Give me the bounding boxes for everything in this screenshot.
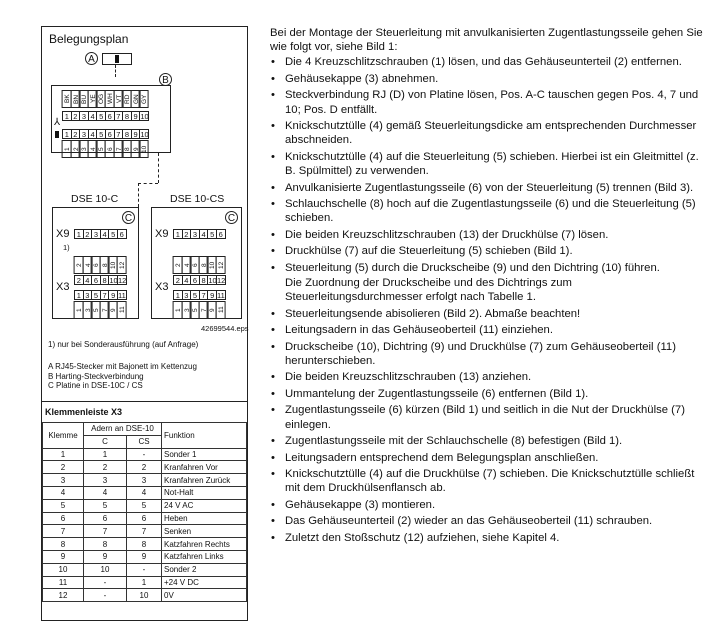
table-cell: 3 (43, 474, 84, 487)
pin: 11 (117, 301, 127, 319)
pin: 11 (117, 291, 126, 300)
table-cell: Sonder 2 (162, 563, 247, 576)
x9-pins (174, 229, 226, 239)
table-cell: - (127, 448, 162, 461)
table-cell: - (84, 576, 127, 589)
intro-text: Bei der Montage der Steuerleitung mit anvulkanisierten Zugentlastungsseile gehen Sie wie folgt vor, siehe Bild 1: (270, 27, 703, 54)
pin: 10 (140, 130, 149, 139)
pin: 6 (190, 275, 200, 285)
pin: 3 (79, 129, 89, 139)
connector-line (158, 153, 159, 183)
step-text: Die beiden Kreuzschlitzschrauben (13) anziehen. (285, 371, 532, 384)
step-text: Leitungsadern entsprechend dem Belegungsplan anschließen. (285, 451, 599, 464)
table-header: Klemme (43, 423, 84, 449)
table-cell: 10 (43, 563, 84, 576)
table-cell: 8 (43, 538, 84, 551)
pin: 1 (74, 290, 84, 300)
table-cell: 12 (43, 589, 84, 602)
x9-pins (75, 229, 127, 239)
pin: 3 (83, 301, 93, 319)
pin: 7 (114, 140, 124, 158)
step-extra-text: Die Zuordnung der Druckscheibe und des Dichtrings zum Steuerleitungsdurchmesser erfolgt nach Tabelle 1. (285, 276, 572, 304)
table-cell: 4 (43, 486, 84, 499)
pin: 3 (182, 290, 192, 300)
step-item (270, 403, 710, 431)
legend-item: B Harting-Steckverbindung (48, 371, 144, 381)
table-row (43, 486, 247, 499)
pin-row-top (63, 111, 149, 121)
table-cell: 8 (84, 538, 127, 551)
step-item (270, 514, 710, 528)
pin: 6 (105, 129, 115, 139)
table-row (43, 538, 247, 551)
pin: 3 (83, 290, 93, 300)
table-cell: Senken (162, 525, 247, 538)
pin: 8 (122, 140, 132, 158)
table-cell: 1 (127, 576, 162, 589)
pin: 2 (74, 275, 84, 285)
pin: 6 (190, 256, 200, 274)
legend (48, 362, 197, 391)
pin: 1 (173, 301, 183, 319)
pin: 5 (91, 290, 101, 300)
table-cell: Not-Halt (162, 486, 247, 499)
pin: 12 (117, 256, 127, 274)
ground-icon: ⅄ (54, 117, 61, 128)
table-header-row (43, 423, 247, 436)
table-row (43, 448, 247, 461)
table-cell: Sonder 1 (162, 448, 247, 461)
wire-color: OG (96, 90, 106, 108)
pin: 2 (71, 129, 81, 139)
pin: 1 (62, 140, 72, 158)
pin: 5 (91, 301, 101, 319)
table-subheader: C (84, 435, 127, 448)
table-cell: 9 (127, 550, 162, 563)
label-c-marker: C (225, 211, 238, 224)
table-header: Funktion (162, 423, 247, 449)
x3-top-vertical (75, 256, 127, 274)
pin: 9 (108, 301, 118, 319)
step-text: Gehäusekappe (3) montieren. (285, 498, 436, 511)
dse-cs-title: DSE 10-CS (170, 193, 225, 205)
wiring-plan-panel (41, 26, 248, 621)
pin: 4 (88, 111, 98, 121)
step-text: Schlauchschelle (8) hoch auf die Zugentlastungsseile (6) und die Steuerleitung (5) schieben. (285, 198, 696, 225)
pin: 8 (100, 275, 110, 285)
wire-color: RD (122, 90, 132, 108)
table-row (43, 499, 247, 512)
pin: 7 (199, 301, 209, 319)
pin: 6 (105, 140, 115, 158)
table-cell: 5 (43, 499, 84, 512)
step-item (270, 72, 710, 86)
table-cell: 6 (84, 512, 127, 525)
pin-row-bottom (63, 129, 149, 139)
pin: 12 (216, 276, 226, 285)
pin: 2 (74, 256, 84, 274)
legend-item: C Platine in DSE-10C / CS (48, 381, 143, 390)
step-text: Knickschutztülle (4) auf die Druckhülse (7) schieben. Die Knickschutztülle schließt mit dem Druckhülsenflansch ab. (285, 468, 695, 495)
table-cell: 2 (84, 461, 127, 474)
wire-color-row (63, 90, 149, 108)
x3-top-vertical (174, 256, 226, 274)
pin: 2 (71, 140, 81, 158)
pin: 12 (117, 276, 127, 285)
table-row (43, 563, 247, 576)
pin: 3 (91, 229, 101, 239)
step-item (270, 119, 710, 147)
pin: 9 (131, 111, 141, 121)
step-item (270, 244, 710, 258)
table-cell: 1 (43, 448, 84, 461)
pin: 2 (83, 229, 93, 239)
table-cell: 4 (127, 486, 162, 499)
divider (42, 401, 247, 402)
step-text: Gehäusekappe (3) abnehmen. (285, 72, 439, 85)
footnote: 1) nur bei Sonderausführung (auf Anfrage) (48, 340, 199, 349)
table-cell: 24 V AC (162, 499, 247, 512)
dse-c-title: DSE 10-C (71, 193, 119, 205)
step-item (270, 434, 710, 448)
pin: 5 (108, 229, 118, 239)
pin: 6 (216, 229, 226, 239)
table-cell: 10 (127, 589, 162, 602)
step-text: Steckverbindung RJ (D) von Platine lösen, Pos. A-C tauschen gegen Pos. 4, 7 und 10; Pos. D entfällt. (285, 89, 699, 116)
x9-footnote-ref: 1) (63, 243, 70, 252)
table-cell: 6 (127, 512, 162, 525)
label-a-marker: A (85, 52, 98, 65)
step-item (270, 498, 710, 512)
label-b-marker: B (159, 73, 172, 86)
table-row (43, 474, 247, 487)
step-text: Die beiden Kreuzschlitzschrauben (13) der Druckhülse (7) lösen. (285, 228, 609, 241)
pin: 9 (207, 301, 217, 319)
pin: 7 (199, 290, 209, 300)
pin-vertical-row (63, 140, 149, 158)
step-item (270, 323, 710, 337)
step-text: Die 4 Kreuzschlitzschrauben (1) lösen, und das Gehäuseunterteil (2) entfernen. (285, 56, 682, 69)
step-item (270, 340, 710, 368)
pin: 3 (79, 111, 89, 121)
table-cell: Kranfahren Vor (162, 461, 247, 474)
pin: 9 (131, 129, 141, 139)
table-subheader: CS (127, 435, 162, 448)
table-cell: - (127, 563, 162, 576)
pin: 7 (100, 290, 110, 300)
table-cell: 2 (43, 461, 84, 474)
step-item (270, 531, 710, 545)
pin: 3 (182, 301, 192, 319)
step-text: Anvulkanisierte Zugentlastungsseile (6) von der Steuerleitung (5) trennen (Bild 3). (285, 181, 694, 194)
step-item (270, 261, 710, 305)
connector-line (138, 183, 158, 184)
table-cell: 7 (43, 525, 84, 538)
key-marker (55, 131, 59, 138)
pin: 4 (83, 275, 93, 285)
table-cell: Katzfahren Rechts (162, 538, 247, 551)
step-text: Zugentlastungsseile (6) kürzen (Bild 1) und seitlich in die Nut der Druckhülse (7) einlegen. (285, 404, 685, 431)
step-text: Steuerleitungsende abisolieren (Bild 2). Abmaße beachten! (285, 307, 581, 320)
table-cell: 4 (84, 486, 127, 499)
table-title: Klemmenleiste X3 (45, 407, 123, 417)
dse-c-board (52, 207, 139, 319)
pin: 10 (109, 276, 118, 285)
table-cell: 3 (127, 474, 162, 487)
table-cell: 10 (84, 563, 127, 576)
connector-line (115, 65, 116, 77)
pin: 1 (74, 229, 84, 239)
eps-reference: 42699544.eps (201, 324, 249, 333)
wire-color: WH (105, 90, 115, 108)
table-cell: 2 (127, 461, 162, 474)
pin: 9 (131, 140, 141, 158)
pin: 2 (173, 256, 183, 274)
pin: 7 (114, 129, 124, 139)
step-item (270, 387, 710, 401)
table-cell: - (84, 589, 127, 602)
pin: 8 (122, 129, 132, 139)
pin: 1 (62, 111, 72, 121)
table-cell: Kranfahren Zurück (162, 474, 247, 487)
step-item (270, 467, 710, 495)
pin: 1 (62, 129, 72, 139)
pin: 6 (91, 256, 101, 274)
step-text: Das Gehäuseunterteil (2) wieder an das Gehäuseoberteil (11) schrauben. (285, 515, 653, 528)
step-text: Druckhülse (7) auf die Steuerleitung (5) schieben (Bild 1). (285, 245, 573, 258)
x3-bottom-pins (174, 290, 226, 300)
pin: 1 (173, 290, 183, 300)
step-item (270, 307, 710, 321)
step-text: Steuerleitung (5) durch die Druckscheibe (9) und den Dichtring (10) führen. (285, 261, 660, 274)
step-item (270, 181, 710, 195)
pin: 4 (88, 140, 98, 158)
table-cell: 5 (127, 499, 162, 512)
table-cell: 5 (84, 499, 127, 512)
pin: 4 (182, 256, 192, 274)
dse-cs-board (151, 207, 242, 319)
pin: 5 (190, 301, 200, 319)
step-text: Druckscheibe (10), Dichtring (9) und Druckhülse (7) zum Gehäuseoberteil (11) herunterschieben. (285, 340, 676, 367)
pin: 2 (71, 111, 81, 121)
table-row (43, 550, 247, 563)
pin: 9 (207, 290, 217, 300)
legend-item: A RJ45-Stecker mit Bajonett im Kettenzug (48, 362, 197, 371)
step-item (270, 88, 710, 116)
pin: 4 (199, 229, 209, 239)
step-text: Ummantelung der Zugentlastungsseile (6) entfernen (Bild 1). (285, 387, 589, 400)
step-item (270, 228, 710, 242)
pin: 10 (140, 112, 149, 121)
table-cell: 3 (84, 474, 127, 487)
table-cell: 0V (162, 589, 247, 602)
step-text: Zuletzt den Stoßschutz (12) aufziehen, siehe Kapitel 4. (285, 531, 560, 544)
pin: 8 (199, 275, 209, 285)
step-text: Knickschutztülle (4) gemäß Steuerleitungsdicke am entsprechenden Durchmesser abschneiden. (285, 120, 697, 147)
step-item (270, 55, 710, 69)
pin: 4 (182, 275, 192, 285)
step-item (270, 197, 710, 225)
table-row (43, 576, 247, 589)
table-cell: 11 (43, 576, 84, 589)
pin: 12 (216, 256, 226, 274)
step-text: Zugentlastungsseile mit der Schlauchschelle (8) befestigen (Bild 1). (285, 435, 623, 448)
pin: 11 (216, 301, 226, 319)
table-row (43, 461, 247, 474)
wire-color: VT (114, 90, 124, 108)
pin: 7 (114, 111, 124, 121)
table-cell: 9 (84, 550, 127, 563)
pin: 11 (216, 291, 225, 300)
x3-bottom-pins (75, 290, 127, 300)
terminal-table (42, 422, 247, 602)
pin: 10 (208, 276, 217, 285)
pin: 10 (108, 256, 118, 274)
connector-line (138, 183, 139, 207)
x9-label: X9 (155, 228, 169, 240)
pin: 2 (173, 275, 183, 285)
pin: 4 (100, 229, 110, 239)
wire-color: GN (131, 90, 141, 108)
table-cell: 7 (84, 525, 127, 538)
step-item (270, 150, 710, 178)
x3-bottom-vertical (174, 301, 226, 319)
step-item (270, 370, 710, 384)
table-cell: 9 (43, 550, 84, 563)
table-cell: Heben (162, 512, 247, 525)
pin: 1 (74, 301, 84, 319)
wire-color: BK (62, 90, 72, 108)
x3-label: X3 (155, 281, 169, 293)
pin: 1 (173, 229, 183, 239)
pin: 8 (199, 256, 209, 274)
pin: 8 (122, 111, 132, 121)
rj45-connector-icon (102, 53, 132, 65)
pin: 5 (96, 129, 106, 139)
pin: 7 (100, 301, 110, 319)
pin: 6 (117, 229, 127, 239)
pin: 5 (190, 290, 200, 300)
pin: 4 (88, 129, 98, 139)
step-text: Knickschutztülle (4) auf die Steuerleitung (5) schieben. Hierbei ist ein Gleitmittel (z. B. Spülmittel) zu verwenden. (285, 150, 699, 178)
table-header: Adern an DSE-10 (84, 423, 162, 436)
table-row (43, 525, 247, 538)
table-cell: 7 (127, 525, 162, 538)
pin: 2 (182, 229, 192, 239)
wire-color: BU (79, 90, 89, 108)
x3-top-pins (75, 275, 127, 285)
wire-color: BN (71, 90, 81, 108)
table-cell: 1 (84, 448, 127, 461)
table-cell: +24 V DC (162, 576, 247, 589)
pin: 5 (207, 229, 217, 239)
table-row (43, 512, 247, 525)
pin: 10 (139, 140, 149, 158)
pin: 5 (96, 111, 106, 121)
pin: 5 (96, 140, 106, 158)
table-cell: 8 (127, 538, 162, 551)
pin: 6 (105, 111, 115, 121)
x9-label: X9 (56, 228, 70, 240)
pin: 6 (91, 275, 101, 285)
step-list (270, 55, 710, 545)
pin: 10 (207, 256, 217, 274)
x3-top-pins (174, 275, 226, 285)
wire-color: YE (88, 90, 98, 108)
x3-label: X3 (56, 281, 70, 293)
label-c-marker: C (122, 211, 135, 224)
harting-connector (51, 85, 171, 153)
step-text: Leitungsadern in das Gehäuseoberteil (11) einziehen. (285, 324, 553, 337)
table-cell: Katzfahren Links (162, 550, 247, 563)
pin: 9 (108, 290, 118, 300)
pin: 4 (83, 256, 93, 274)
pin: 3 (79, 140, 89, 158)
step-item (270, 451, 710, 465)
table-cell: 6 (43, 512, 84, 525)
wiring-plan-title: Belegungsplan (49, 32, 129, 46)
table-row (43, 589, 247, 602)
x3-bottom-vertical (75, 301, 127, 319)
wire-color: GY (139, 90, 149, 108)
pin: 3 (190, 229, 200, 239)
pin: 8 (100, 256, 110, 274)
instructions (270, 26, 710, 547)
